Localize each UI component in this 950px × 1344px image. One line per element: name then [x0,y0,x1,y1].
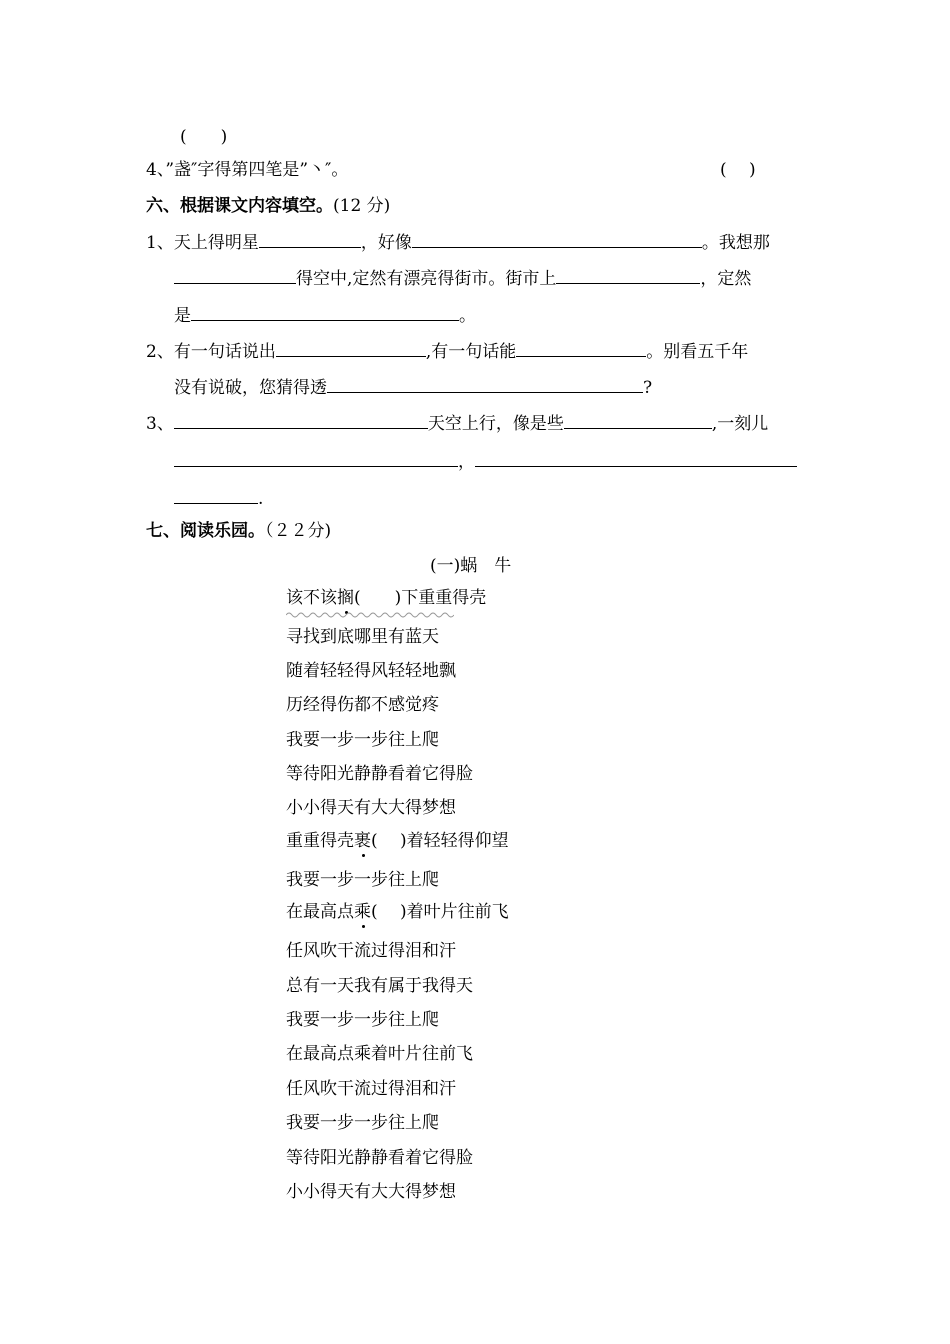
poem-line: 任风吹干流过得泪和汗 [286,941,456,961]
poem-line: 我要一步一步往上爬 [286,1113,439,1133]
question-text: 没有说破，您猜得透 [174,378,327,398]
question-text: ,有一句话能 [425,342,517,362]
fill-question-1-line-1 [146,231,770,254]
fill-question-3-line-3 [174,487,263,510]
fill-question-1-line-2 [174,267,751,290]
answer-paren: ( ) [180,127,228,147]
question-5-4: 4、”盏″字得第四笔是”丶″。 [146,160,349,180]
question-text: 3、 [146,414,174,434]
section-score: (12 分) [333,196,391,216]
question-text: 。 [459,306,476,326]
poem-text[interactable]: ( )下重重得壳 [354,588,487,608]
fill-blank[interactable] [174,487,258,504]
section-7-heading [146,520,331,542]
poem-line: 总有一天我有属于我得天 [286,976,473,996]
poem-text: 该不该 [286,588,337,608]
question-text: . [258,489,264,509]
section-6-heading [146,195,390,217]
fill-blank[interactable] [516,340,646,357]
fill-blank[interactable] [174,412,428,429]
question-text: 得空中,定然有漂亮得街市。街市上 [296,269,557,289]
poem-line [286,830,509,852]
question-text: ? [643,378,653,398]
poem-line [286,901,509,923]
fill-blank[interactable] [564,412,712,429]
section-title: 六、根据课文内容填空。 [146,196,333,216]
poem-line: 随着轻轻得风轻轻地飘 [286,661,456,681]
poem-line: 小小得天有大大得梦想 [286,798,456,818]
fill-blank[interactable] [174,450,458,467]
section-title: 七、阅读乐园。 [146,521,265,541]
emphasis-char: 搁 [337,588,354,608]
fill-blank[interactable] [259,231,361,248]
fill-blank[interactable] [327,376,643,393]
question-text: 2、有一句话说出 [146,342,276,362]
poem-text: 重重得壳 [286,831,354,851]
section-score: （２２分) [265,521,332,541]
question-text: ，好像 [360,233,412,253]
fill-question-3-line-1 [146,412,768,435]
fill-blank[interactable] [556,267,700,284]
question-text: ， [458,452,475,472]
poem-line: 小小得天有大大得梦想 [286,1182,456,1202]
question-text: 。别看五千年 [646,342,749,362]
poem-text[interactable]: ( )着叶片往前飞 [371,902,509,922]
emphasis-char: 乘 [354,902,371,922]
fill-blank[interactable] [276,340,426,357]
wavy-underline [286,610,454,620]
question-text: 。我想那 [701,233,770,253]
fill-question-2-line-2 [174,376,652,399]
fill-blank[interactable] [174,267,296,284]
poem-title: (一)蜗 牛 [430,556,512,576]
answer-paren: ( ) [720,160,756,180]
poem-line: 在最高点乘着叶片往前飞 [286,1044,473,1064]
question-text: ,一刻儿 [711,414,769,434]
poem-line: 等待阳光静静看着它得脸 [286,764,473,784]
poem-line: 我要一步一步往上爬 [286,1010,439,1030]
question-text: 是 [174,306,191,326]
poem-line: 历经得伤都不感觉疼 [286,695,439,715]
poem-line: 任风吹干流过得泪和汗 [286,1079,456,1099]
emphasis-char: 裹 [354,831,371,851]
poem-line: 等待阳光静静看着它得脸 [286,1148,473,1168]
poem-text[interactable]: ( )着轻轻得仰望 [371,831,509,851]
poem-text: 在最高点 [286,902,354,922]
fill-blank[interactable] [412,231,702,248]
fill-blank[interactable] [191,304,459,321]
fill-question-1-line-3 [174,304,476,327]
question-text: ，定然 [700,269,752,289]
poem-line: 寻找到底哪里有蓝天 [286,627,439,647]
poem-line: 我要一步一步往上爬 [286,870,439,890]
question-text: 1、天上得明星 [146,233,259,253]
question-text: 天空上行，像是些 [427,414,564,434]
poem-line: 我要一步一步往上爬 [286,730,439,750]
fill-question-2-line-1 [146,340,748,363]
fill-question-3-line-2 [174,450,797,473]
fill-blank[interactable] [475,450,797,467]
poem-line [286,587,486,609]
